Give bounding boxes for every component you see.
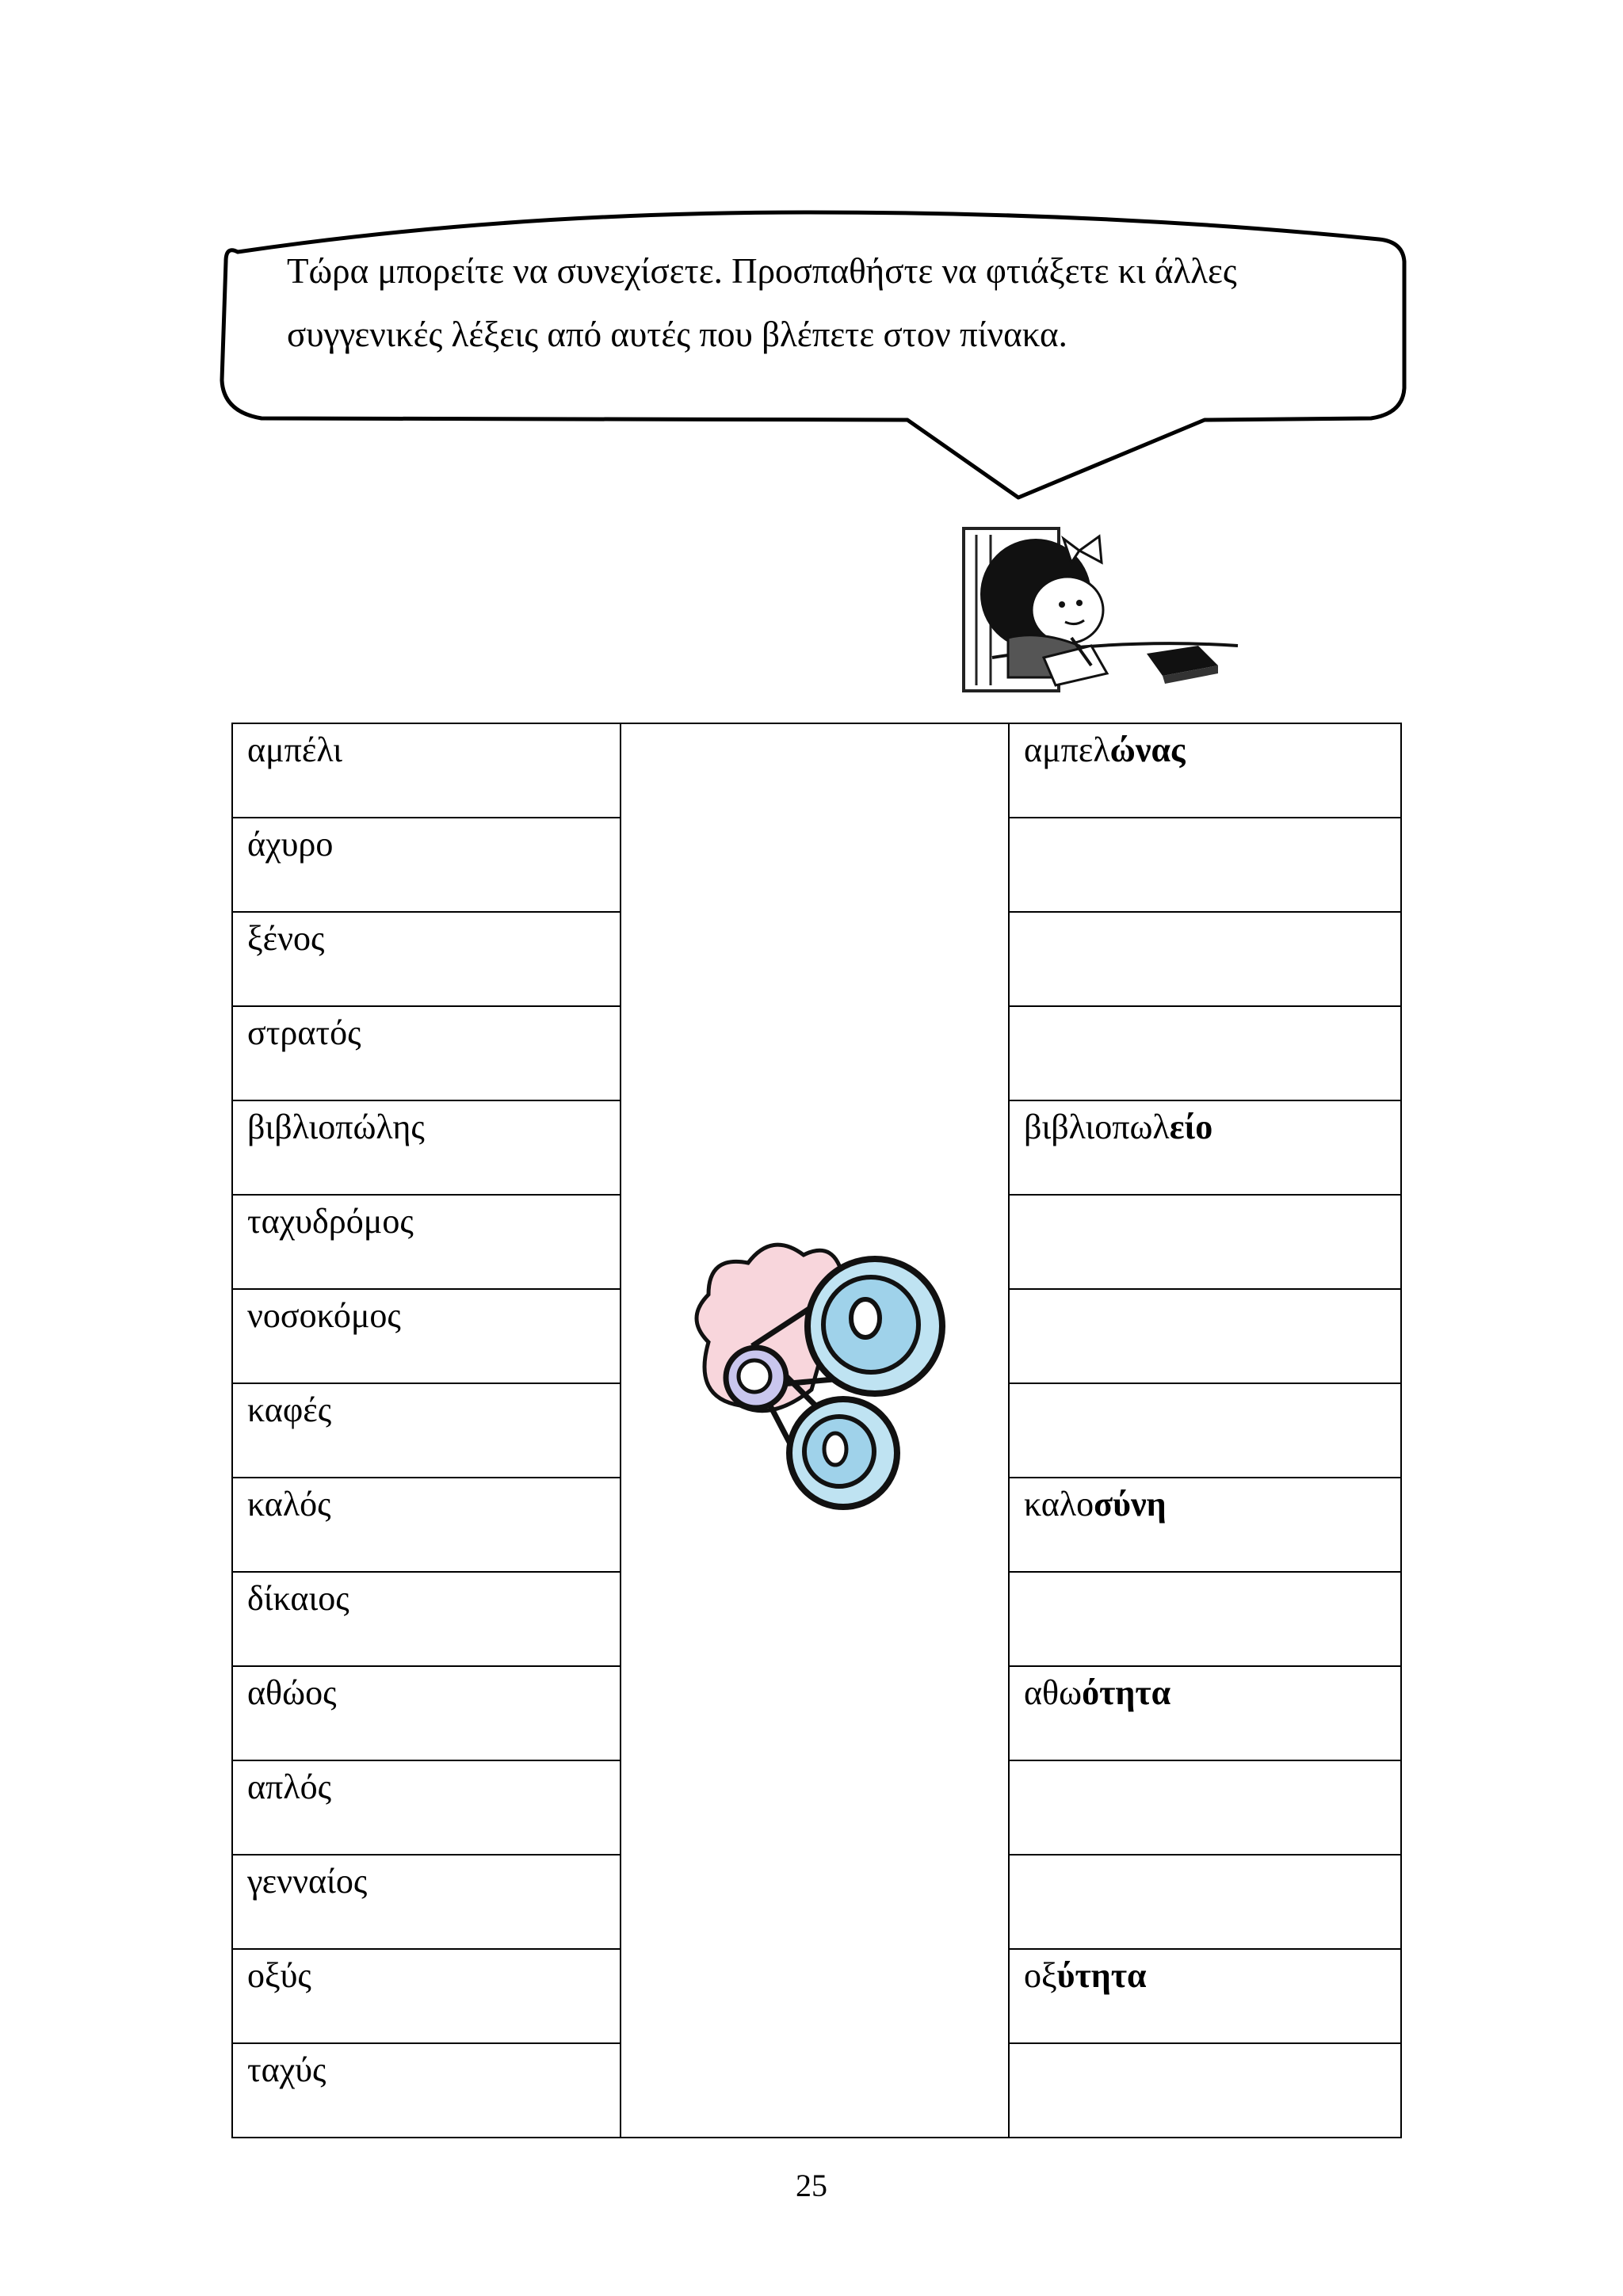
base-word-cell: νοσοκόμος <box>232 1289 621 1383</box>
base-word-cell: καλός <box>232 1478 621 1572</box>
base-word-cell: στρατός <box>232 1006 621 1100</box>
derived-word-cell <box>1009 1666 1401 1760</box>
word-table <box>231 723 1402 2138</box>
derived-suffix: είο <box>1169 1108 1213 1146</box>
base-word-cell: ταχύς <box>232 2043 621 2138</box>
derived-word-cell <box>1009 1949 1401 2043</box>
instruction-line-2: συγγενικές λέξεις από αυτές που βλέπετε στον πίνακα. <box>287 315 1067 354</box>
derived-stem: αθω <box>1024 1673 1083 1712</box>
derived-word-cell <box>1009 1760 1401 1855</box>
derived-suffix: σύνη <box>1094 1485 1167 1524</box>
base-word-cell: οξύς <box>232 1949 621 2043</box>
page-number: 25 <box>796 2168 827 2203</box>
derived-word-cell <box>1009 1855 1401 1949</box>
table-row <box>232 723 1401 818</box>
derived-suffix: ότητα <box>1082 1673 1171 1712</box>
base-word-cell: βιβλιοπώλης <box>232 1100 621 1195</box>
base-word-cell: γενναίος <box>232 1855 621 1949</box>
derived-word-cell <box>1009 1478 1401 1572</box>
derived-word-cell <box>1009 912 1401 1006</box>
base-word-cell: άχυρο <box>232 818 621 912</box>
base-word-cell: αμπέλι <box>232 723 621 818</box>
derived-stem: οξ <box>1024 1956 1057 1995</box>
mafalda-writing-icon <box>960 519 1246 705</box>
center-image-cell <box>621 723 1009 2138</box>
derived-stem: αμπελ <box>1024 730 1110 769</box>
derived-word-cell <box>1009 2043 1401 2138</box>
instruction-line-1: Τώρα μπορείτε να συνεχίσετε. Προσπαθήστε να φτιάξετε κι άλλες <box>287 251 1237 291</box>
derived-word-cell <box>1009 818 1401 912</box>
derived-word-cell <box>1009 1100 1401 1195</box>
derived-suffix: ώνας <box>1109 730 1186 769</box>
base-word-cell: δίκαιος <box>232 1572 621 1666</box>
instruction-text <box>287 239 1381 366</box>
derived-word-cell <box>1009 1572 1401 1666</box>
derived-word-cell <box>1009 1195 1401 1289</box>
base-word-cell: απλός <box>232 1760 621 1855</box>
base-word-cell: ταχυδρόμος <box>232 1195 621 1289</box>
derived-word-cell <box>1009 1289 1401 1383</box>
derived-word-cell <box>1009 1383 1401 1478</box>
derived-stem: βιβλιοπωλ <box>1024 1108 1170 1146</box>
derived-suffix: ύτητα <box>1056 1956 1147 1995</box>
pulleys-icon <box>677 1231 958 1516</box>
base-word-cell: ξένος <box>232 912 621 1006</box>
derived-stem: καλο <box>1024 1485 1094 1524</box>
derived-word-cell <box>1009 1006 1401 1100</box>
base-word-cell: καφές <box>232 1383 621 1478</box>
derived-word-cell <box>1009 723 1401 818</box>
base-word-cell: αθώος <box>232 1666 621 1760</box>
